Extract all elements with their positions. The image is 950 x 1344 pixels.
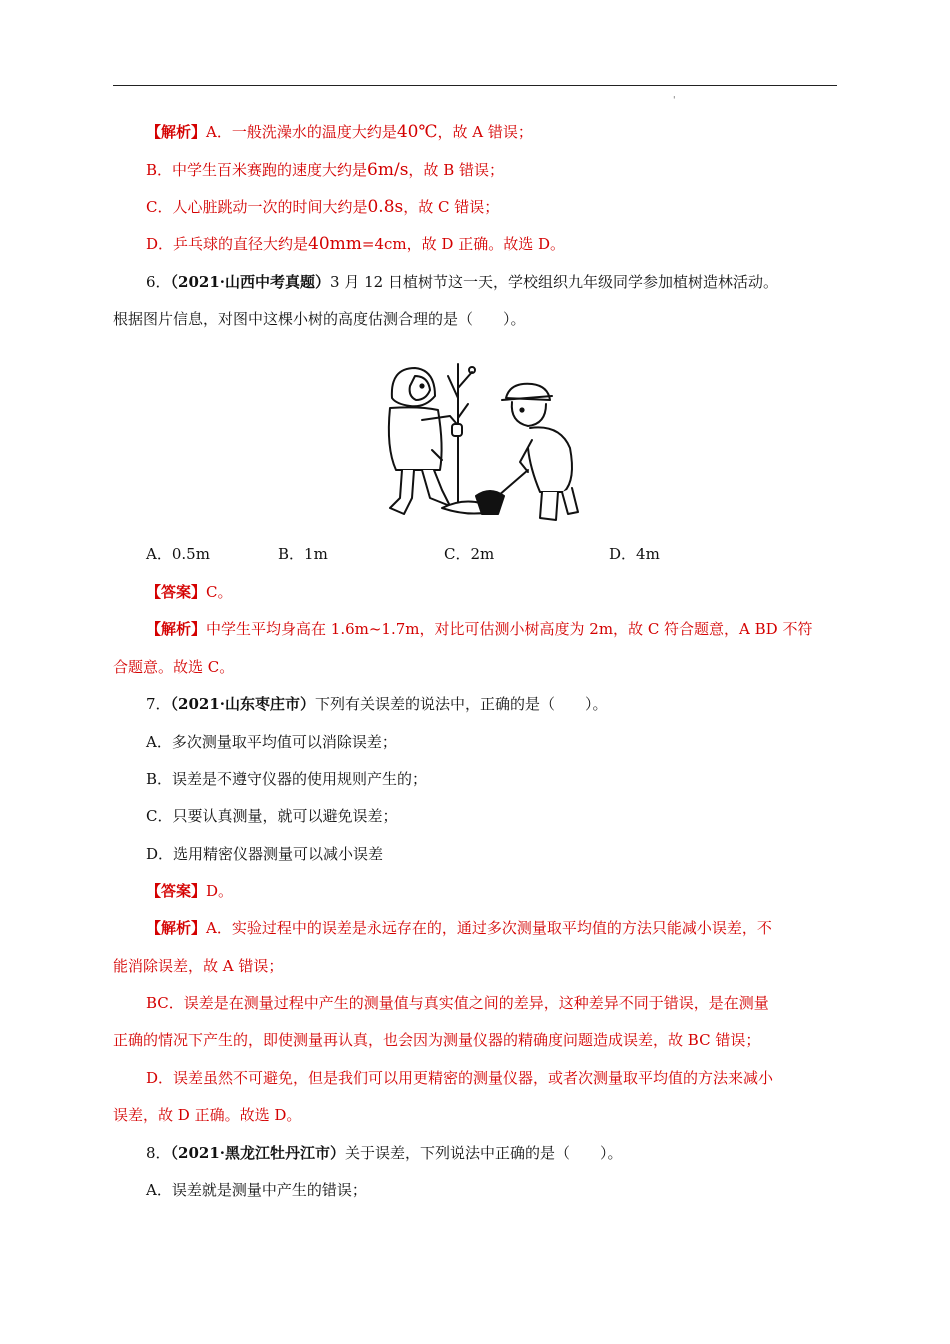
q6-option-a: A．0.5m (146, 545, 210, 563)
header-mark: ' (673, 96, 676, 106)
q7-option-d: D．选用精密仪器测量可以减小误差 (146, 845, 384, 863)
q6-analysis-line1: 【解析】中学生平均身高在 1.6m~1.7m，对比可估测小树高度为 2m，故 C 符合题意，A BD 不符 (146, 620, 813, 638)
q5-analysis-d: D．乒乓球的直径大约是40mm=4cm，故 D 正确。故选 D。 (146, 234, 566, 254)
q6-option-c: C．2m (444, 545, 495, 563)
answer-tag: 【答案】 (146, 882, 207, 900)
q6-stem-line1: 6．（2021·山西中考真题）3 月 12 日植树节这一天，学校组织九年级同学参加植树造林活动。 (146, 273, 778, 291)
analysis-tag: 【解析】 (146, 123, 207, 141)
answer-tag: 【答案】 (146, 583, 207, 601)
q7-analysis-a-line2: 能消除误差，故 A 错误； (113, 957, 284, 975)
q6-answer: 【答案】C。 (146, 583, 233, 601)
q7-stem: 7．（2021·山东枣庄市）下列有关误差的说法中，正确的是（ ）。 (146, 695, 608, 713)
question-source: （2021·山东枣庄市） (170, 695, 316, 713)
q6-analysis-line2: 合题意。故选 C。 (113, 658, 235, 676)
analysis-tag: 【解析】 (146, 620, 207, 638)
q7-analysis-d-line2: 误差，故 D 正确。故选 D。 (113, 1106, 302, 1124)
q7-analysis-a-line1: 【解析】A．实验过程中的误差是永远存在的，通过多次测量取平均值的方法只能减小误差，不 (146, 919, 772, 937)
q7-answer: 【答案】D。 (146, 882, 234, 900)
header-rule (113, 85, 837, 86)
q5-analysis-c: C．人心脏跳动一次的时间大约是0.8s，故 C 错误； (146, 197, 500, 217)
q5-analysis-a: 【解析】A．一般洗澡水的温度大约是40℃，故 A 错误； (146, 122, 533, 142)
tree-planting-illustration (380, 358, 590, 524)
q8-option-a: A．误差就是测量中产生的错误； (146, 1181, 367, 1199)
q5-analysis-b: B．中学生百米赛跑的速度大约是6m/s，故 B 错误； (146, 160, 504, 180)
q6-option-b: B．1m (278, 545, 328, 563)
q7-analysis-d-line1: D．误差虽然不可避免，但是我们可以用更精密的测量仪器，或者次测量取平均值的方法来减小 (146, 1069, 774, 1087)
q6-option-d: D．4m (609, 545, 660, 563)
q8-stem: 8．（2021·黑龙江牡丹江市）关于误差，下列说法中正确的是（ ）。 (146, 1144, 623, 1162)
question-number: 8． (146, 1144, 171, 1162)
question-number: 7． (146, 695, 171, 713)
question-source: （2021·黑龙江牡丹江市） (170, 1144, 346, 1162)
question-number: 6． (146, 273, 171, 291)
q7-option-b: B．误差是不遵守仪器的使用规则产生的； (146, 770, 428, 788)
analysis-tag: 【解析】 (146, 919, 207, 937)
q7-option-c: C．只要认真测量，就可以避免误差； (146, 807, 398, 825)
q7-analysis-bc-line2: 正确的情况下产生的，即使测量再认真，也会因为测量仪器的精确度问题造成误差，故 BC 错误； (113, 1031, 761, 1049)
q7-analysis-bc-line1: BC．误差是在测量过程中产生的测量值与真实值之间的差异，这种差异不同于错误，是在测量 (146, 994, 769, 1012)
question-source: （2021·山西中考真题） (170, 273, 331, 291)
q6-stem-line2: 根据图片信息，对图中这棵小树的高度估测合理的是（ ）。 (113, 310, 526, 328)
q7-option-a: A．多次测量取平均值可以消除误差； (146, 733, 397, 751)
